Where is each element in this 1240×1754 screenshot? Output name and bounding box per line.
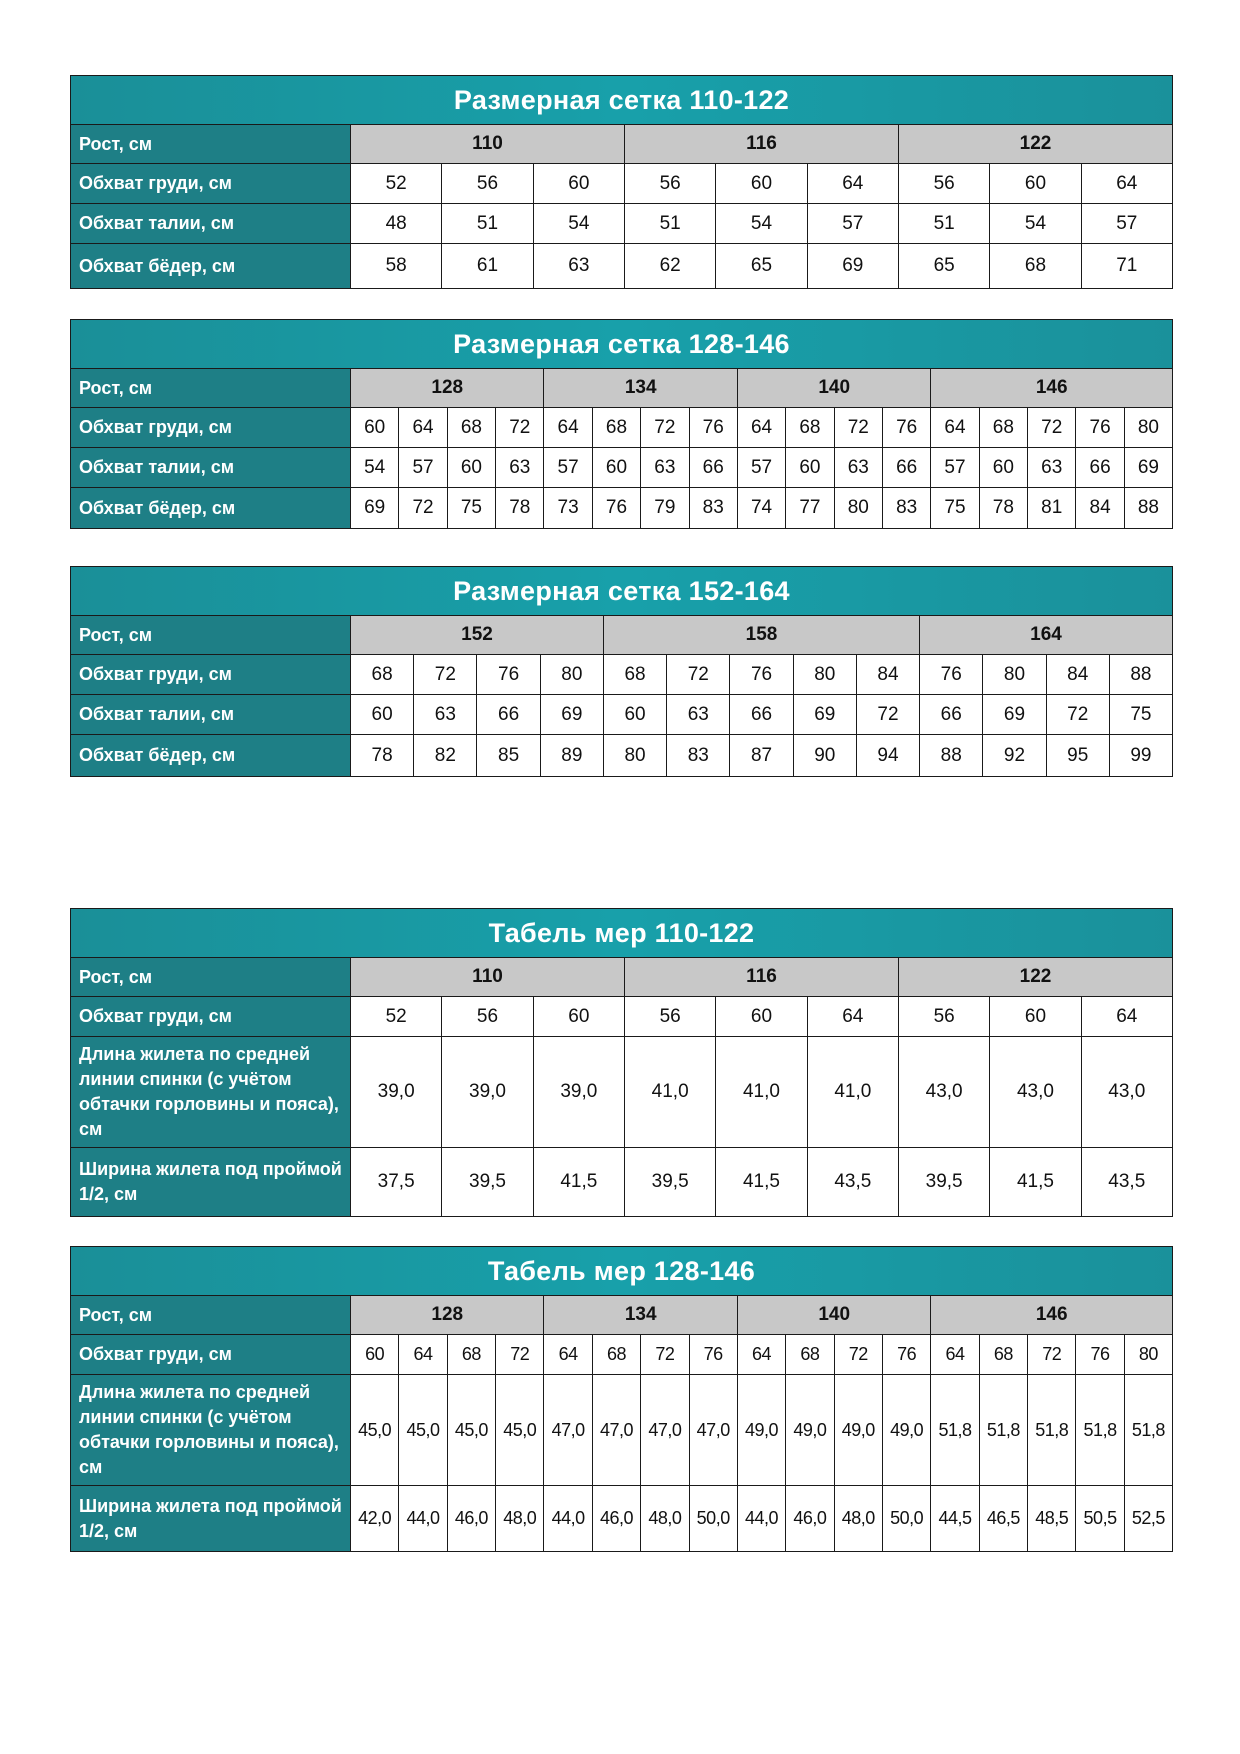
value-cell: 51 bbox=[899, 204, 990, 243]
value-cell: 57 bbox=[931, 448, 979, 487]
value-cell: 64 bbox=[399, 1335, 447, 1374]
size-table bbox=[70, 1246, 1173, 1552]
height-header: 110 bbox=[351, 125, 625, 163]
value-cell: 39,5 bbox=[625, 1148, 716, 1216]
value-cell: 83 bbox=[667, 735, 730, 776]
value-cell: 64 bbox=[738, 1335, 786, 1374]
row-label: Обхват талии, см bbox=[71, 448, 351, 487]
value-cell: 88 bbox=[1130, 663, 1152, 685]
value-cell: 66 bbox=[883, 448, 931, 487]
row-label: Рост, см bbox=[71, 616, 351, 654]
value-cell: 72 bbox=[1028, 408, 1076, 447]
height-header: 122 bbox=[899, 125, 1172, 163]
value-cell: 51 bbox=[625, 204, 716, 243]
table-row bbox=[71, 1037, 1172, 1148]
value-cell: 47,0 bbox=[593, 1375, 641, 1485]
value-cell: 64 bbox=[544, 408, 592, 447]
height-row bbox=[71, 125, 1172, 164]
value-cell: 72 bbox=[399, 488, 447, 528]
value-cell: 45,0 bbox=[448, 1375, 496, 1485]
table-row bbox=[71, 1335, 1172, 1375]
value-cell: 87 bbox=[730, 735, 793, 776]
value-cell: 43,5 bbox=[1108, 1171, 1146, 1192]
height-header: 158 bbox=[604, 616, 920, 654]
value-cell: 69 bbox=[983, 695, 1046, 734]
value-cell: 49,0 bbox=[835, 1375, 883, 1485]
value-cell: 50,5 bbox=[1076, 1486, 1124, 1551]
value-cell: 51,8 bbox=[980, 1375, 1028, 1485]
value-cell: 64 bbox=[931, 1335, 979, 1374]
value-cell: 68 bbox=[980, 1335, 1028, 1374]
value-cell: 76 bbox=[883, 1335, 931, 1374]
height-header: 146 bbox=[931, 369, 1172, 407]
value-cell: 44,0 bbox=[399, 1486, 447, 1551]
value-cell: 63 bbox=[414, 695, 477, 734]
height-header: 140 bbox=[738, 369, 931, 407]
value-cell: 68 bbox=[990, 244, 1081, 288]
value-cell: 84 bbox=[1047, 655, 1110, 694]
value-cell: 51,8 bbox=[1028, 1375, 1076, 1485]
value-cell: 41,0 bbox=[625, 1037, 716, 1147]
value-cell: 68 bbox=[786, 1335, 834, 1374]
value-cell: 63 bbox=[1028, 448, 1076, 487]
value-cell: 60 bbox=[716, 997, 807, 1036]
value-cell: 48,5 bbox=[1028, 1486, 1076, 1551]
value-cell: 41,0 bbox=[716, 1037, 807, 1147]
value-cell: 64 bbox=[399, 408, 447, 447]
value-cell: 63 bbox=[534, 244, 625, 288]
value-cell: 64 bbox=[1116, 172, 1138, 194]
value-cell: 63 bbox=[496, 448, 544, 487]
value-cell: 60 bbox=[351, 695, 414, 734]
value-cell: 64 bbox=[1116, 1005, 1138, 1027]
value-cell: 57 bbox=[738, 448, 786, 487]
height-row bbox=[71, 1296, 1172, 1335]
value-cell: 64 bbox=[544, 1335, 592, 1374]
value-cell: 68 bbox=[604, 655, 667, 694]
value-cell: 68 bbox=[593, 408, 641, 447]
value-cell: 60 bbox=[990, 164, 1081, 203]
height-header: 140 bbox=[738, 1296, 931, 1334]
value-cell: 83 bbox=[690, 488, 738, 528]
value-cell: 60 bbox=[980, 448, 1028, 487]
value-cell: 57 bbox=[808, 204, 899, 243]
value-cell: 41,5 bbox=[534, 1148, 625, 1216]
value-cell: 78 bbox=[496, 488, 544, 528]
value-cell: 76 bbox=[883, 408, 931, 447]
row-label: Длина жилета по средней линии спинки (с учётом обтачки горловины и пояса), см bbox=[71, 1375, 351, 1485]
value-cell: 65 bbox=[716, 244, 807, 288]
value-cell: 72 bbox=[1047, 695, 1110, 734]
value-cell: 84 bbox=[1076, 488, 1124, 528]
value-cell: 72 bbox=[1028, 1335, 1076, 1374]
value-cell: 69 bbox=[1137, 456, 1159, 478]
value-cell: 57 bbox=[544, 448, 592, 487]
value-cell: 80 bbox=[794, 655, 857, 694]
value-cell: 39,0 bbox=[351, 1037, 442, 1147]
height-header: 122 bbox=[899, 958, 1172, 996]
value-cell: 57 bbox=[1116, 212, 1138, 234]
value-cell: 56 bbox=[625, 164, 716, 203]
value-cell: 66 bbox=[477, 695, 540, 734]
row-label: Обхват груди, см bbox=[71, 164, 351, 203]
table-row bbox=[71, 1486, 1172, 1551]
value-cell: 75 bbox=[931, 488, 979, 528]
value-cell: 49,0 bbox=[786, 1375, 834, 1485]
table-row bbox=[71, 488, 1172, 528]
table-row bbox=[71, 695, 1172, 735]
height-header: 134 bbox=[544, 1296, 737, 1334]
value-cell: 71 bbox=[1116, 255, 1138, 276]
table-row bbox=[71, 1375, 1172, 1486]
table-title: Размерная сетка 152-164 bbox=[71, 567, 1172, 616]
value-cell: 60 bbox=[351, 1335, 399, 1374]
value-cell: 72 bbox=[667, 655, 730, 694]
value-cell: 54 bbox=[716, 204, 807, 243]
value-cell: 68 bbox=[980, 408, 1028, 447]
height-header: 152 bbox=[351, 616, 604, 654]
value-cell: 69 bbox=[808, 244, 899, 288]
value-cell: 88 bbox=[920, 735, 983, 776]
value-cell: 88 bbox=[1137, 497, 1159, 518]
table-title: Табель мер 110-122 bbox=[71, 909, 1172, 958]
value-cell: 64 bbox=[738, 408, 786, 447]
value-cell: 76 bbox=[920, 655, 983, 694]
size-table bbox=[70, 908, 1173, 1217]
value-cell: 56 bbox=[442, 997, 533, 1036]
row-label: Обхват талии, см bbox=[71, 204, 351, 243]
value-cell: 64 bbox=[931, 408, 979, 447]
value-cell: 56 bbox=[899, 997, 990, 1036]
value-cell: 90 bbox=[794, 735, 857, 776]
value-cell: 48,0 bbox=[641, 1486, 689, 1551]
value-cell: 76 bbox=[477, 655, 540, 694]
table-row bbox=[71, 1148, 1172, 1216]
value-cell: 75 bbox=[448, 488, 496, 528]
value-cell: 60 bbox=[716, 164, 807, 203]
value-cell: 47,0 bbox=[641, 1375, 689, 1485]
value-cell: 83 bbox=[883, 488, 931, 528]
value-cell: 52,5 bbox=[1131, 1508, 1165, 1528]
height-row bbox=[71, 369, 1172, 408]
value-cell: 43,0 bbox=[1108, 1081, 1146, 1102]
value-cell: 81 bbox=[1028, 488, 1076, 528]
value-cell: 60 bbox=[351, 408, 399, 447]
value-cell: 49,0 bbox=[738, 1375, 786, 1485]
value-cell: 46,0 bbox=[786, 1486, 834, 1551]
value-cell: 44,0 bbox=[738, 1486, 786, 1551]
value-cell: 85 bbox=[477, 735, 540, 776]
height-header: 134 bbox=[544, 369, 737, 407]
value-cell: 76 bbox=[593, 488, 641, 528]
value-cell: 44,0 bbox=[544, 1486, 592, 1551]
value-cell: 76 bbox=[690, 408, 738, 447]
height-header: 164 bbox=[920, 616, 1172, 654]
row-label: Рост, см bbox=[71, 125, 351, 163]
value-cell: 72 bbox=[414, 655, 477, 694]
value-cell: 72 bbox=[496, 408, 544, 447]
value-cell: 51,8 bbox=[1131, 1419, 1165, 1440]
value-cell: 51,8 bbox=[1076, 1375, 1124, 1485]
size-table bbox=[70, 75, 1173, 289]
table-row bbox=[71, 448, 1172, 488]
value-cell: 61 bbox=[442, 244, 533, 288]
value-cell: 45,0 bbox=[496, 1375, 544, 1485]
table-row bbox=[71, 735, 1172, 776]
height-header: 116 bbox=[625, 125, 899, 163]
value-cell: 72 bbox=[641, 408, 689, 447]
value-cell: 66 bbox=[690, 448, 738, 487]
value-cell: 51 bbox=[442, 204, 533, 243]
value-cell: 68 bbox=[351, 655, 414, 694]
value-cell: 50,0 bbox=[690, 1486, 738, 1551]
value-cell: 72 bbox=[835, 1335, 883, 1374]
value-cell: 46,0 bbox=[448, 1486, 496, 1551]
value-cell: 45,0 bbox=[351, 1375, 399, 1485]
value-cell: 68 bbox=[593, 1335, 641, 1374]
table-row bbox=[71, 408, 1172, 448]
value-cell: 57 bbox=[399, 448, 447, 487]
table-row bbox=[71, 655, 1172, 695]
value-cell: 68 bbox=[786, 408, 834, 447]
table-row bbox=[71, 244, 1172, 288]
value-cell: 48 bbox=[351, 204, 442, 243]
value-cell: 41,5 bbox=[716, 1148, 807, 1216]
value-cell: 92 bbox=[983, 735, 1046, 776]
value-cell: 72 bbox=[835, 408, 883, 447]
value-cell: 39,0 bbox=[442, 1037, 533, 1147]
table-row bbox=[71, 997, 1172, 1037]
value-cell: 43,0 bbox=[990, 1037, 1081, 1147]
value-cell: 39,5 bbox=[442, 1148, 533, 1216]
height-header: 146 bbox=[931, 1296, 1172, 1334]
value-cell: 45,0 bbox=[399, 1375, 447, 1485]
value-cell: 50,0 bbox=[883, 1486, 931, 1551]
value-cell: 56 bbox=[442, 164, 533, 203]
value-cell: 68 bbox=[448, 1335, 496, 1374]
value-cell: 80 bbox=[983, 655, 1046, 694]
value-cell: 75 bbox=[1130, 703, 1152, 725]
table-title: Табель мер 128-146 bbox=[71, 1247, 1172, 1296]
value-cell: 77 bbox=[786, 488, 834, 528]
value-cell: 66 bbox=[1076, 448, 1124, 487]
value-cell: 78 bbox=[351, 735, 414, 776]
row-label: Обхват груди, см bbox=[71, 997, 351, 1036]
table-title: Размерная сетка 128-146 bbox=[71, 320, 1172, 369]
value-cell: 60 bbox=[990, 997, 1081, 1036]
value-cell: 52 bbox=[351, 164, 442, 203]
height-header: 128 bbox=[351, 1296, 544, 1334]
row-label: Обхват талии, см bbox=[71, 695, 351, 734]
value-cell: 62 bbox=[625, 244, 716, 288]
value-cell: 69 bbox=[794, 695, 857, 734]
value-cell: 95 bbox=[1047, 735, 1110, 776]
size-table bbox=[70, 319, 1173, 529]
row-label: Обхват бёдер, см bbox=[71, 735, 351, 776]
value-cell: 54 bbox=[990, 204, 1081, 243]
row-label: Рост, см bbox=[71, 369, 351, 407]
value-cell: 72 bbox=[496, 1335, 544, 1374]
value-cell: 64 bbox=[808, 164, 899, 203]
value-cell: 39,0 bbox=[534, 1037, 625, 1147]
row-label: Обхват груди, см bbox=[71, 1335, 351, 1374]
value-cell: 60 bbox=[604, 695, 667, 734]
value-cell: 63 bbox=[667, 695, 730, 734]
value-cell: 76 bbox=[1076, 1335, 1124, 1374]
value-cell: 43,0 bbox=[899, 1037, 990, 1147]
value-cell: 80 bbox=[835, 488, 883, 528]
value-cell: 63 bbox=[835, 448, 883, 487]
height-header: 128 bbox=[351, 369, 544, 407]
value-cell: 80 bbox=[1138, 1344, 1158, 1364]
value-cell: 72 bbox=[641, 1335, 689, 1374]
value-cell: 47,0 bbox=[544, 1375, 592, 1485]
value-cell: 76 bbox=[730, 655, 793, 694]
value-cell: 46,5 bbox=[980, 1486, 1028, 1551]
value-cell: 84 bbox=[857, 655, 920, 694]
value-cell: 51,8 bbox=[931, 1375, 979, 1485]
value-cell: 43,5 bbox=[808, 1148, 899, 1216]
value-cell: 39,5 bbox=[899, 1148, 990, 1216]
value-cell: 48,0 bbox=[496, 1486, 544, 1551]
value-cell: 58 bbox=[351, 244, 442, 288]
height-row bbox=[71, 958, 1172, 997]
row-label: Рост, см bbox=[71, 958, 351, 996]
height-header: 116 bbox=[625, 958, 899, 996]
value-cell: 63 bbox=[641, 448, 689, 487]
row-label: Длина жилета по средней линии спинки (с учётом обтачки горловины и пояса), см bbox=[71, 1037, 351, 1147]
height-header: 110 bbox=[351, 958, 625, 996]
value-cell: 54 bbox=[351, 448, 399, 487]
value-cell: 52 bbox=[351, 997, 442, 1036]
value-cell: 56 bbox=[899, 164, 990, 203]
value-cell: 80 bbox=[1137, 416, 1159, 438]
value-cell: 37,5 bbox=[351, 1148, 442, 1216]
value-cell: 69 bbox=[351, 488, 399, 528]
table-row bbox=[71, 204, 1172, 244]
value-cell: 60 bbox=[786, 448, 834, 487]
value-cell: 73 bbox=[544, 488, 592, 528]
height-row bbox=[71, 616, 1172, 655]
row-label: Обхват груди, см bbox=[71, 408, 351, 447]
value-cell: 72 bbox=[857, 695, 920, 734]
row-label: Обхват бёдер, см bbox=[71, 488, 351, 528]
value-cell: 69 bbox=[541, 695, 604, 734]
value-cell: 54 bbox=[534, 204, 625, 243]
value-cell: 60 bbox=[534, 164, 625, 203]
value-cell: 79 bbox=[641, 488, 689, 528]
value-cell: 76 bbox=[1076, 408, 1124, 447]
value-cell: 56 bbox=[625, 997, 716, 1036]
value-cell: 46,0 bbox=[593, 1486, 641, 1551]
value-cell: 42,0 bbox=[351, 1486, 399, 1551]
value-cell: 89 bbox=[541, 735, 604, 776]
value-cell: 80 bbox=[604, 735, 667, 776]
value-cell: 60 bbox=[534, 997, 625, 1036]
value-cell: 66 bbox=[920, 695, 983, 734]
value-cell: 78 bbox=[980, 488, 1028, 528]
value-cell: 48,0 bbox=[835, 1486, 883, 1551]
value-cell: 64 bbox=[808, 997, 899, 1036]
value-cell: 99 bbox=[1130, 744, 1152, 766]
table-title: Размерная сетка 110-122 bbox=[71, 76, 1172, 125]
value-cell: 47,0 bbox=[690, 1375, 738, 1485]
row-label: Рост, см bbox=[71, 1296, 351, 1334]
row-label: Ширина жилета под проймой 1/2, см bbox=[71, 1148, 351, 1216]
value-cell: 82 bbox=[414, 735, 477, 776]
value-cell: 60 bbox=[593, 448, 641, 487]
value-cell: 66 bbox=[730, 695, 793, 734]
row-label: Обхват бёдер, см bbox=[71, 244, 351, 288]
value-cell: 60 bbox=[448, 448, 496, 487]
value-cell: 74 bbox=[738, 488, 786, 528]
value-cell: 68 bbox=[448, 408, 496, 447]
table-row bbox=[71, 164, 1172, 204]
row-label: Ширина жилета под проймой 1/2, см bbox=[71, 1486, 351, 1551]
value-cell: 41,0 bbox=[808, 1037, 899, 1147]
size-table bbox=[70, 566, 1173, 777]
value-cell: 41,5 bbox=[990, 1148, 1081, 1216]
value-cell: 76 bbox=[690, 1335, 738, 1374]
value-cell: 65 bbox=[899, 244, 990, 288]
value-cell: 49,0 bbox=[883, 1375, 931, 1485]
value-cell: 94 bbox=[857, 735, 920, 776]
value-cell: 44,5 bbox=[931, 1486, 979, 1551]
row-label: Обхват груди, см bbox=[71, 655, 351, 694]
value-cell: 80 bbox=[541, 655, 604, 694]
